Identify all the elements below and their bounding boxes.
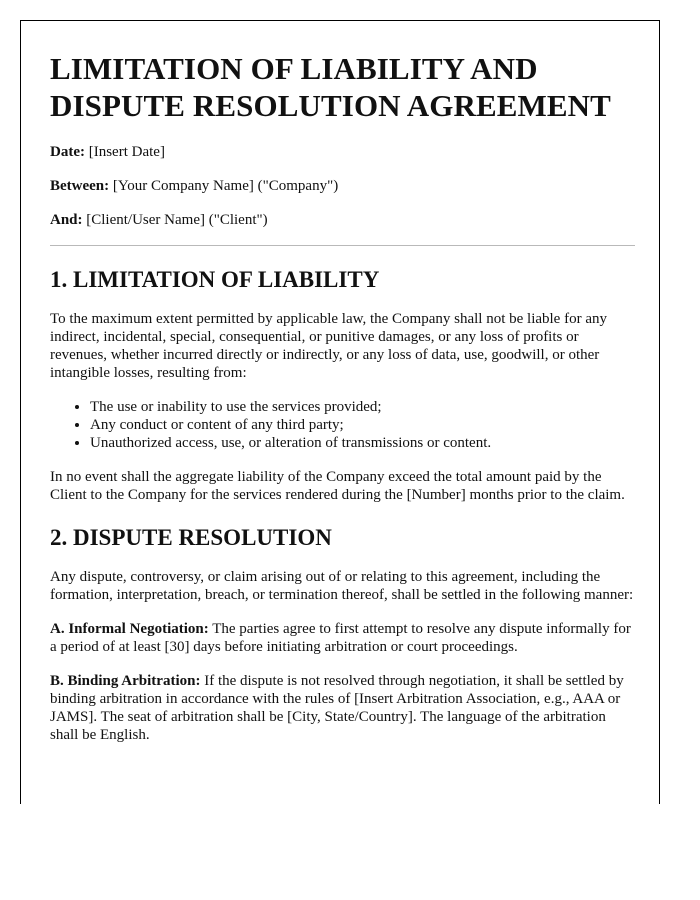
date-line <box>50 143 635 161</box>
liability-list <box>50 398 635 452</box>
informal-negotiation-label: A. Informal Negotiation: <box>50 621 209 637</box>
section1-heading: 1. LIMITATION OF LIABILITY <box>50 267 380 292</box>
section1-intro: To the maximum extent permitted by applicable law, the Company shall not be liable for any indirect, incidental, special, consequential, or punitive damages, or any loss of profits or revenues, whether incurred directly or indirectly, or any loss of data, use, goodwill, or other intangible losses, resulting from: <box>50 311 607 381</box>
document-page <box>20 20 660 804</box>
binding-arbitration-text: If the dispute is not resolved through negotiation, it shall be settled by binding arbitration in accordance with the rules of [Insert Arbitration Association, e.g., AAA or JAMS]. The seat of arbitration shall be [City, State/Country]. The language of the arbitration shall be English. <box>50 673 624 743</box>
section2-intro: Any dispute, controversy, or claim arising out of or relating to this agreement, including the formation, interpretation, breach, or termination thereof, shall be settled in the following manner: <box>50 569 634 603</box>
informal-negotiation-paragraph <box>50 620 635 656</box>
date-value: [Insert Date] <box>88 144 165 160</box>
between-label: Between: <box>50 178 110 194</box>
date-label: Date: <box>50 144 85 160</box>
list-item: • Any conduct or content of any third party; <box>90 416 635 434</box>
section-divider <box>50 245 635 246</box>
between-line <box>50 177 635 195</box>
section2-heading: 2. DISPUTE RESOLUTION <box>50 525 332 550</box>
and-value: [Client/User Name] ("Client") <box>86 212 268 228</box>
between-value: [Your Company Name] ("Company") <box>112 178 339 194</box>
binding-arbitration-paragraph <box>50 672 635 744</box>
and-line <box>50 211 635 229</box>
list-item: • Unauthorized access, use, or alteration of transmissions or content. <box>90 434 635 452</box>
liability-cap-paragraph: In no event shall the aggregate liability of the Company exceed the total amount paid by the Client to the Company for the services rendered during the [Number] months prior to the claim. <box>50 469 625 503</box>
list-item: • The use or inability to use the services provided; <box>90 398 635 416</box>
informal-negotiation-text: The parties agree to first attempt to resolve any dispute informally for a period of at least [30] days before initiating arbitration or court proceedings. <box>50 621 631 655</box>
and-label: And: <box>50 212 83 228</box>
document-title: LIMITATION OF LIABILITY AND DISPUTE RESOLUTION AGREEMENT <box>50 51 611 123</box>
binding-arbitration-label: B. Binding Arbitration: <box>50 673 201 689</box>
document-content <box>50 50 635 744</box>
